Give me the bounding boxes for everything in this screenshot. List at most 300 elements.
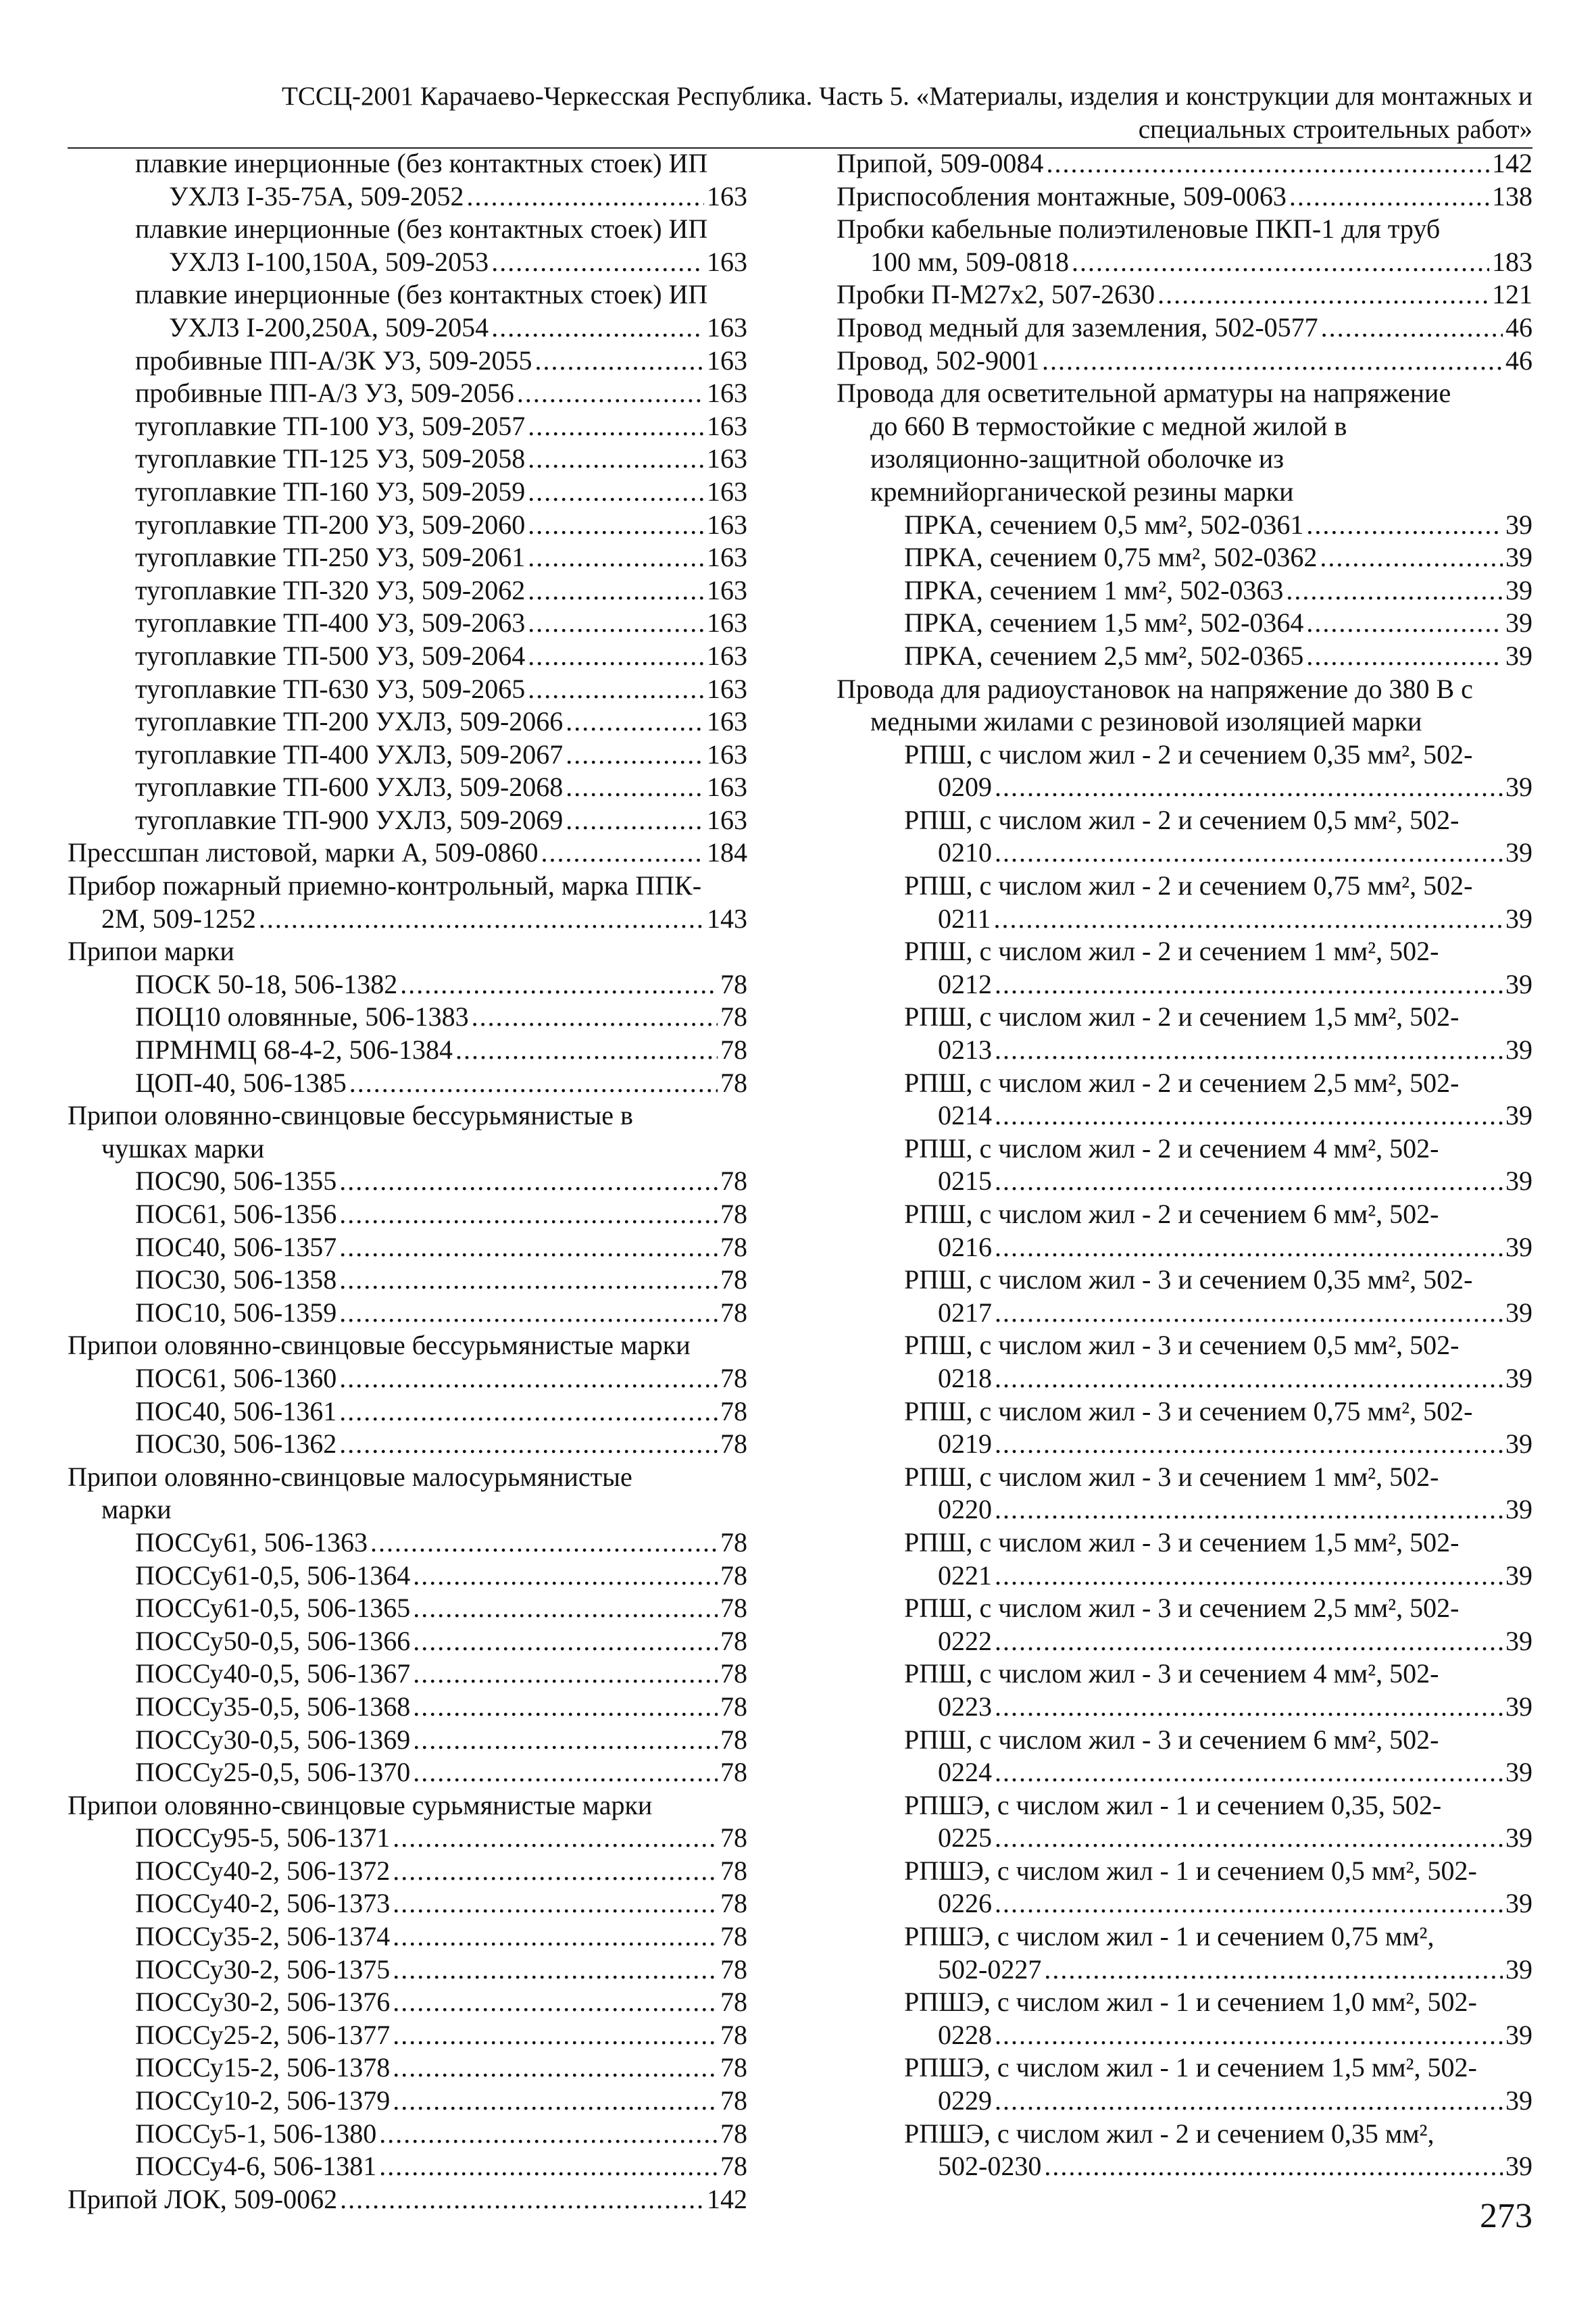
index-entry <box>68 1362 747 1395</box>
entry-page-ref: 39 <box>1505 1231 1532 1262</box>
leader-dots <box>528 410 704 443</box>
entry-text: ПОС30, 506-1358 <box>135 1264 337 1295</box>
entry-text: Провода для радиоустановок на напряжение до 380 В с <box>837 673 1473 704</box>
leader-dots <box>393 1953 718 1987</box>
entry-page-ref: 78 <box>720 1199 747 1229</box>
leader-dots <box>339 1362 718 1395</box>
leader-dots <box>1072 246 1489 279</box>
leader-dots <box>995 1691 1503 1724</box>
entry-page-ref: 78 <box>720 1987 747 2018</box>
entry-page-ref: 163 <box>707 443 747 474</box>
entry-text: РПШ, с числом жил - 3 и сечением 0,5 мм², 502- <box>904 1330 1460 1361</box>
entry-page-ref: 39 <box>1505 1297 1532 1328</box>
index-entry <box>68 1920 747 1953</box>
entry-text: 0218 <box>938 1362 992 1393</box>
entry-page-ref: 78 <box>720 1362 747 1393</box>
entry-page-ref: 39 <box>1505 1822 1532 1853</box>
leader-dots <box>528 673 704 706</box>
entry-page-ref: 163 <box>707 180 747 211</box>
index-entry <box>837 1264 1532 1329</box>
leader-dots <box>400 968 718 1001</box>
entry-page-ref: 163 <box>707 542 747 573</box>
entry-text: РПШЭ, с числом жил - 1 и сечением 1,5 мм², 502- <box>904 2052 1477 2083</box>
leader-dots <box>995 2019 1503 2052</box>
entry-text: Припои марки <box>68 936 234 967</box>
entry-text: 0228 <box>938 2019 992 2050</box>
index-entry <box>68 2019 747 2052</box>
index-entry <box>837 1132 1532 1198</box>
leader-dots <box>995 2085 1503 2118</box>
entry-page-ref: 121 <box>1492 279 1532 310</box>
entry-page-ref: 78 <box>720 1264 747 1295</box>
leader-dots <box>995 1560 1503 1593</box>
leader-dots <box>1321 312 1503 345</box>
index-entry <box>68 1953 747 1987</box>
entry-text: ПОС30, 506-1362 <box>135 1428 337 1460</box>
index-entry <box>837 1986 1532 2051</box>
leader-dots <box>339 1428 718 1461</box>
leader-dots <box>339 1297 718 1330</box>
entry-page-ref: 143 <box>707 903 747 934</box>
leader-dots <box>413 1625 718 1658</box>
leader-dots <box>1286 574 1503 607</box>
entry-text: ПОССу61-0,5, 506-1364 <box>135 1560 411 1591</box>
entry-text: ПОССу35-2, 506-1374 <box>135 1921 391 1952</box>
leader-dots <box>393 1920 718 1953</box>
entry-page-ref: 78 <box>720 2085 747 2116</box>
leader-dots <box>472 1001 718 1034</box>
entry-page-ref: 163 <box>707 706 747 737</box>
entry-text: ПРКА, сечением 1,5 мм², 502-0364 <box>904 607 1304 639</box>
index-entry <box>68 574 747 607</box>
entry-text: 0220 <box>938 1494 992 1525</box>
index-entry <box>68 771 747 804</box>
entry-page-ref: 39 <box>1505 1953 1532 1985</box>
entry-text: Припои оловянно-свинцовые сурьмянистые марки <box>68 1789 653 1820</box>
leader-dots <box>1306 607 1503 640</box>
index-entry <box>68 278 747 344</box>
leader-dots <box>413 1756 718 1789</box>
index-entry <box>837 213 1532 278</box>
entry-text: ПОССу4-6, 506-1381 <box>135 2151 377 2182</box>
entry-text: РПШ, с числом жил - 2 и сечением 0,75 мм², 502- <box>904 870 1473 901</box>
entry-text: изоляционно-защитной оболочке из <box>870 443 1285 474</box>
entry-text: ПОССу30-2, 506-1375 <box>135 1953 391 1985</box>
leader-dots <box>995 1428 1503 1461</box>
entry-text: ПРКА, сечением 0,75 мм², 502-0362 <box>904 542 1318 573</box>
index-entry <box>68 1560 747 1593</box>
entry-page-ref: 78 <box>720 1035 747 1066</box>
entry-page-ref: 163 <box>707 673 747 704</box>
entry-text: 0214 <box>938 1100 992 1131</box>
index-column-left <box>68 147 747 2216</box>
page-header <box>68 80 1532 146</box>
leader-dots <box>995 968 1503 1001</box>
index-entry <box>837 804 1532 870</box>
index-entry <box>837 1395 1532 1461</box>
index-entry <box>68 509 747 542</box>
leader-dots <box>1157 278 1489 312</box>
index-entry <box>68 1165 747 1198</box>
entry-text: ПОССу30-2, 506-1376 <box>135 1987 391 2018</box>
entry-text: тугоплавкие ТП-320 У3, 509-2062 <box>135 574 526 605</box>
leader-dots <box>995 1362 1503 1395</box>
index-entry <box>68 1034 747 1067</box>
entry-text: РПШ, с числом жил - 2 и сечением 0,35 мм², 502- <box>904 739 1473 770</box>
leader-dots <box>528 443 704 476</box>
entry-text: тугоплавкие ТП-160 У3, 509-2059 <box>135 476 526 507</box>
index-entry <box>68 1756 747 1789</box>
entry-text: ПОССу15-2, 506-1378 <box>135 2052 391 2083</box>
leader-dots <box>413 1560 718 1593</box>
leader-dots <box>566 739 704 772</box>
entry-text: РПШ, с числом жил - 3 и сечением 1 мм², 502- <box>904 1461 1439 1492</box>
index-entry <box>68 1395 747 1428</box>
entry-page-ref: 39 <box>1505 2019 1532 2050</box>
leader-dots <box>566 771 704 804</box>
entry-text: тугоплавкие ТП-200 УХЛ3, 509-2066 <box>135 706 564 737</box>
entry-text: Провода для осветительной арматуры на напряжение <box>837 378 1451 409</box>
entry-page-ref: 78 <box>720 1625 747 1656</box>
index-entry <box>68 1658 747 1691</box>
entry-page-ref: 39 <box>1505 1691 1532 1722</box>
entry-page-ref: 39 <box>1505 574 1532 605</box>
leader-dots <box>528 574 704 607</box>
index-entry <box>837 180 1532 214</box>
leader-dots <box>517 377 704 410</box>
index-entry <box>68 1789 747 1822</box>
leader-dots <box>1042 345 1503 378</box>
index-entry <box>68 870 747 935</box>
entry-page-ref: 163 <box>707 410 747 441</box>
entry-page-ref: 39 <box>1505 2085 1532 2116</box>
leader-dots <box>1306 509 1503 542</box>
index-entry <box>837 739 1532 804</box>
entry-text: РПШ, с числом жил - 2 и сечением 4 мм², 502- <box>904 1132 1439 1164</box>
index-entry <box>68 1297 747 1330</box>
index-entry <box>68 410 747 443</box>
leader-dots <box>1289 180 1489 214</box>
entry-text: Провод медный для заземления, 502-0577 <box>837 312 1318 343</box>
leader-dots <box>995 1297 1503 1330</box>
entry-page-ref: 39 <box>1505 1560 1532 1591</box>
index-entry <box>837 1789 1532 1855</box>
index-entry <box>68 1625 747 1658</box>
entry-text: ПОС61, 506-1356 <box>135 1199 337 1229</box>
entry-text: 0226 <box>938 1888 992 1919</box>
leader-dots <box>491 246 704 279</box>
index-entry <box>68 705 747 739</box>
leader-dots <box>259 903 704 936</box>
entry-text: медными жилами с резиновой изоляцией марки <box>870 706 1422 737</box>
leader-dots <box>379 2150 718 2183</box>
entry-page-ref: 163 <box>707 378 747 409</box>
leader-dots <box>413 1691 718 1724</box>
index-entry <box>837 1001 1532 1066</box>
entry-text: 0215 <box>938 1166 992 1197</box>
index-entry <box>68 1887 747 1920</box>
leader-dots <box>995 1822 1503 1855</box>
entry-page-ref: 163 <box>707 772 747 803</box>
leader-dots <box>379 2118 718 2151</box>
leader-dots <box>528 476 704 509</box>
entry-text: ПОССу40-0,5, 506-1367 <box>135 1658 411 1689</box>
entry-text: 502-0227 <box>938 1953 1042 1985</box>
entry-page-ref: 78 <box>720 1855 747 1886</box>
leader-dots <box>528 607 704 640</box>
index-entry <box>68 1526 747 1560</box>
entry-page-ref: 78 <box>720 1428 747 1460</box>
index-entry <box>68 1855 747 1888</box>
entry-page-ref: 78 <box>720 1921 747 1952</box>
index-column-right <box>837 147 1532 2183</box>
index-entry <box>837 935 1532 1001</box>
entry-text: РПШ, с числом жил - 2 и сечением 1 мм², 502- <box>904 936 1439 967</box>
index-entry <box>837 1198 1532 1264</box>
entry-text: РПШ, с числом жил - 3 и сечением 6 мм², 502- <box>904 1724 1439 1755</box>
entry-text: Припой ЛОК, 509-0062 <box>68 2183 338 2214</box>
index-entry <box>68 377 747 410</box>
entry-text: ПОССу5-1, 506-1380 <box>135 2118 377 2149</box>
entry-page-ref: 39 <box>1505 509 1532 540</box>
leader-dots <box>1044 1953 1503 1987</box>
entry-page-ref: 78 <box>720 1724 747 1755</box>
index-entry <box>68 147 747 213</box>
leader-dots <box>339 1264 718 1297</box>
entry-text: тугоплавкие ТП-600 УХЛ3, 509-2068 <box>135 772 564 803</box>
entry-page-ref: 39 <box>1505 640 1532 671</box>
leader-dots <box>995 1756 1503 1789</box>
entry-text: 0213 <box>938 1035 992 1066</box>
entry-text: 0229 <box>938 2085 992 2116</box>
leader-dots <box>393 1887 718 1920</box>
entry-text: 0221 <box>938 1560 992 1591</box>
leader-dots <box>995 1625 1503 1658</box>
entry-page-ref: 39 <box>1505 1888 1532 1919</box>
entry-text: ПРКА, сечением 0,5 мм², 502-0361 <box>904 509 1304 540</box>
entry-page-ref: 39 <box>1505 542 1532 573</box>
index-entry <box>68 1986 747 2019</box>
entry-text: чушках марки <box>101 1132 265 1164</box>
leader-dots <box>995 1165 1503 1198</box>
entry-text: 0225 <box>938 1822 992 1853</box>
leader-dots <box>995 1099 1503 1132</box>
entry-text: ПОССу10-2, 506-1379 <box>135 2085 391 2116</box>
leader-dots <box>535 345 705 378</box>
entry-text: тугоплавкие ТП-900 УХЛ3, 509-2069 <box>135 804 564 835</box>
index-entry <box>68 1822 747 1855</box>
entry-page-ref: 39 <box>1505 1166 1532 1197</box>
index-entry <box>837 1329 1532 1395</box>
index-entry <box>837 1461 1532 1526</box>
entry-text: ЦОП-40, 506-1385 <box>135 1067 347 1098</box>
page-number: 273 <box>1480 2197 1532 2235</box>
entry-page-ref: 39 <box>1505 1494 1532 1525</box>
entry-page-ref: 142 <box>707 2183 747 2214</box>
index-entry <box>68 640 747 673</box>
index-entry <box>837 509 1532 542</box>
leader-dots <box>393 1855 718 1888</box>
leader-dots <box>491 312 704 345</box>
entry-page-ref: 138 <box>1492 180 1532 211</box>
leader-dots <box>393 1822 718 1855</box>
entry-text: 0223 <box>938 1691 992 1722</box>
index-entry <box>68 837 747 870</box>
entry-text: РПШ, с числом жил - 2 и сечением 2,5 мм², 502- <box>904 1067 1460 1098</box>
entry-page-ref: 163 <box>707 246 747 277</box>
entry-page-ref: 78 <box>720 1231 747 1262</box>
index-entry <box>837 2051 1532 2117</box>
header-line-1: ТССЦ-2001 Карачаево-Черкесская Республика. Часть 5. «Материалы, изделия и конструкции для монтажных и <box>282 82 1532 111</box>
leader-dots <box>393 2051 718 2085</box>
leader-dots <box>995 771 1503 804</box>
entry-text: ПОС40, 506-1357 <box>135 1231 337 1262</box>
entry-text: 0219 <box>938 1428 992 1460</box>
entry-text: 0212 <box>938 968 992 999</box>
leader-dots <box>413 1658 718 1691</box>
entry-page-ref: 78 <box>720 1560 747 1591</box>
entry-page-ref: 78 <box>720 1001 747 1032</box>
entry-text: Прибор пожарный приемно-контрольный, марка ППК- <box>68 870 702 901</box>
entry-page-ref: 78 <box>720 1593 747 1624</box>
leader-dots <box>995 1231 1503 1264</box>
entry-text: ПОССу61-0,5, 506-1365 <box>135 1593 411 1624</box>
index-entry <box>837 1592 1532 1658</box>
index-entry <box>68 1067 747 1100</box>
leader-dots <box>528 640 704 673</box>
entry-text: РПШЭ, с числом жил - 1 и сечением 0,35, 502- <box>904 1789 1442 1820</box>
index-entry <box>68 1099 747 1165</box>
entry-page-ref: 78 <box>720 1953 747 1985</box>
index-entry <box>68 968 747 1001</box>
leader-dots <box>528 541 704 574</box>
entry-text: УХЛ3 I-100,150А, 509-2053 <box>169 246 489 277</box>
index-entry <box>68 673 747 706</box>
entry-page-ref: 163 <box>707 640 747 671</box>
entry-page-ref: 78 <box>720 2052 747 2083</box>
entry-page-ref: 183 <box>1492 246 1532 277</box>
leader-dots <box>455 1034 718 1067</box>
entry-page-ref: 78 <box>720 968 747 999</box>
index-entry <box>837 147 1532 180</box>
entry-page-ref: 142 <box>1492 148 1532 178</box>
entry-text: плавкие инерционные (без контактных стоек) ИП <box>135 214 708 245</box>
index-entry <box>68 2150 747 2183</box>
entry-text: тугоплавкие ТП-100 У3, 509-2057 <box>135 410 526 441</box>
entry-text: ПОССу95-5, 506-1371 <box>135 1822 391 1853</box>
entry-text: тугоплавкие ТП-250 У3, 509-2061 <box>135 542 526 573</box>
entry-page-ref: 163 <box>707 476 747 507</box>
index-entry <box>837 1855 1532 1920</box>
entry-text: ПОССу61, 506-1363 <box>135 1526 368 1558</box>
index-entry <box>837 1920 1532 1986</box>
entry-page-ref: 39 <box>1505 1625 1532 1656</box>
entry-text: ПОССу40-2, 506-1373 <box>135 1888 391 1919</box>
entry-text: РПШ, с числом жил - 3 и сечением 1,5 мм², 502- <box>904 1526 1460 1558</box>
leader-dots <box>413 1592 718 1625</box>
entry-page-ref: 39 <box>1505 837 1532 868</box>
entry-page-ref: 39 <box>1505 968 1532 999</box>
index-entry <box>837 1724 1532 1789</box>
entry-text: РПШ, с числом жил - 2 и сечением 1,5 мм², 502- <box>904 1001 1460 1032</box>
entry-text: 0216 <box>938 1231 992 1262</box>
leader-dots <box>1320 541 1503 574</box>
leader-dots <box>1306 640 1503 673</box>
entry-text: УХЛ3 I-35-75А, 509-2052 <box>169 180 464 211</box>
entry-page-ref: 78 <box>720 1297 747 1328</box>
entry-text: ПОССу40-2, 506-1372 <box>135 1855 391 1886</box>
entry-text: ПОССу25-0,5, 506-1370 <box>135 1757 411 1788</box>
entry-page-ref: 78 <box>720 1757 747 1788</box>
entry-page-ref: 78 <box>720 1395 747 1426</box>
entry-text: Припои оловянно-свинцовые малосурьмянистые <box>68 1461 632 1492</box>
index-entry <box>68 1264 747 1297</box>
index-entry <box>68 2118 747 2151</box>
leader-dots <box>339 1165 718 1198</box>
leader-dots <box>339 1231 718 1264</box>
leader-dots <box>528 509 704 542</box>
index-entry <box>68 1001 747 1034</box>
leader-dots <box>467 180 704 214</box>
index-entry <box>68 1592 747 1625</box>
entry-text: 100 мм, 509-0818 <box>870 246 1069 277</box>
index-entry <box>68 1428 747 1461</box>
leader-dots <box>339 1198 718 1231</box>
leader-dots <box>393 2085 718 2118</box>
entry-text: кремнийорганической резины марки <box>870 476 1294 507</box>
entry-page-ref: 163 <box>707 312 747 343</box>
entry-text: ПОС10, 506-1359 <box>135 1297 337 1328</box>
entry-text: ПРМНМЦ 68-4-2, 506-1384 <box>135 1035 453 1066</box>
entry-page-ref: 163 <box>707 607 747 639</box>
entry-text: марки <box>101 1494 172 1525</box>
entry-text: до 660 В термостойкие с медной жилой в <box>870 410 1347 441</box>
entry-text: Пробки П-М27х2, 507-2630 <box>837 279 1155 310</box>
entry-text: ПОСК 50-18, 506-1382 <box>135 968 398 999</box>
index-entry <box>68 1329 747 1362</box>
entry-text: РПШЭ, с числом жил - 1 и сечением 1,0 мм², 502- <box>904 1987 1477 2018</box>
entry-text: Пробки кабельные полиэтиленовые ПКП-1 для труб <box>837 214 1441 245</box>
entry-text: ПОССу50-0,5, 506-1366 <box>135 1625 411 1656</box>
leader-dots <box>995 1887 1503 1920</box>
entry-text: ПОС61, 506-1360 <box>135 1362 337 1393</box>
index-entry <box>68 213 747 278</box>
entry-page-ref: 39 <box>1505 1428 1532 1460</box>
leader-dots <box>995 837 1503 870</box>
index-entry <box>68 804 747 837</box>
leader-dots <box>340 2183 704 2216</box>
entry-text: 502-0230 <box>938 2151 1042 2182</box>
index-entry <box>68 2183 747 2216</box>
entry-text: Припой, 509-0084 <box>837 148 1044 178</box>
entry-text: 0210 <box>938 837 992 868</box>
entry-page-ref: 39 <box>1505 772 1532 803</box>
entry-text: ПРКА, сечением 1 мм², 502-0363 <box>904 574 1284 605</box>
entry-text: пробивные ПП-А/3К У3, 509-2055 <box>135 345 532 376</box>
entry-text: 0222 <box>938 1625 992 1656</box>
entry-text: ПРКА, сечением 2,5 мм², 502-0365 <box>904 640 1304 671</box>
leader-dots <box>995 1034 1503 1067</box>
entry-text: ПОССу35-0,5, 506-1368 <box>135 1691 411 1722</box>
entry-page-ref: 39 <box>1505 1757 1532 1788</box>
entry-page-ref: 39 <box>1505 2151 1532 2182</box>
leader-dots <box>413 1724 718 1757</box>
entry-text: ПОССу25-2, 506-1377 <box>135 2019 391 2050</box>
entry-text: Прессшпан листовой, марки А, 509-0860 <box>68 837 539 868</box>
leader-dots <box>339 1395 718 1428</box>
entry-text: УХЛ3 I-200,250А, 509-2054 <box>169 312 489 343</box>
entry-page-ref: 78 <box>720 1166 747 1197</box>
